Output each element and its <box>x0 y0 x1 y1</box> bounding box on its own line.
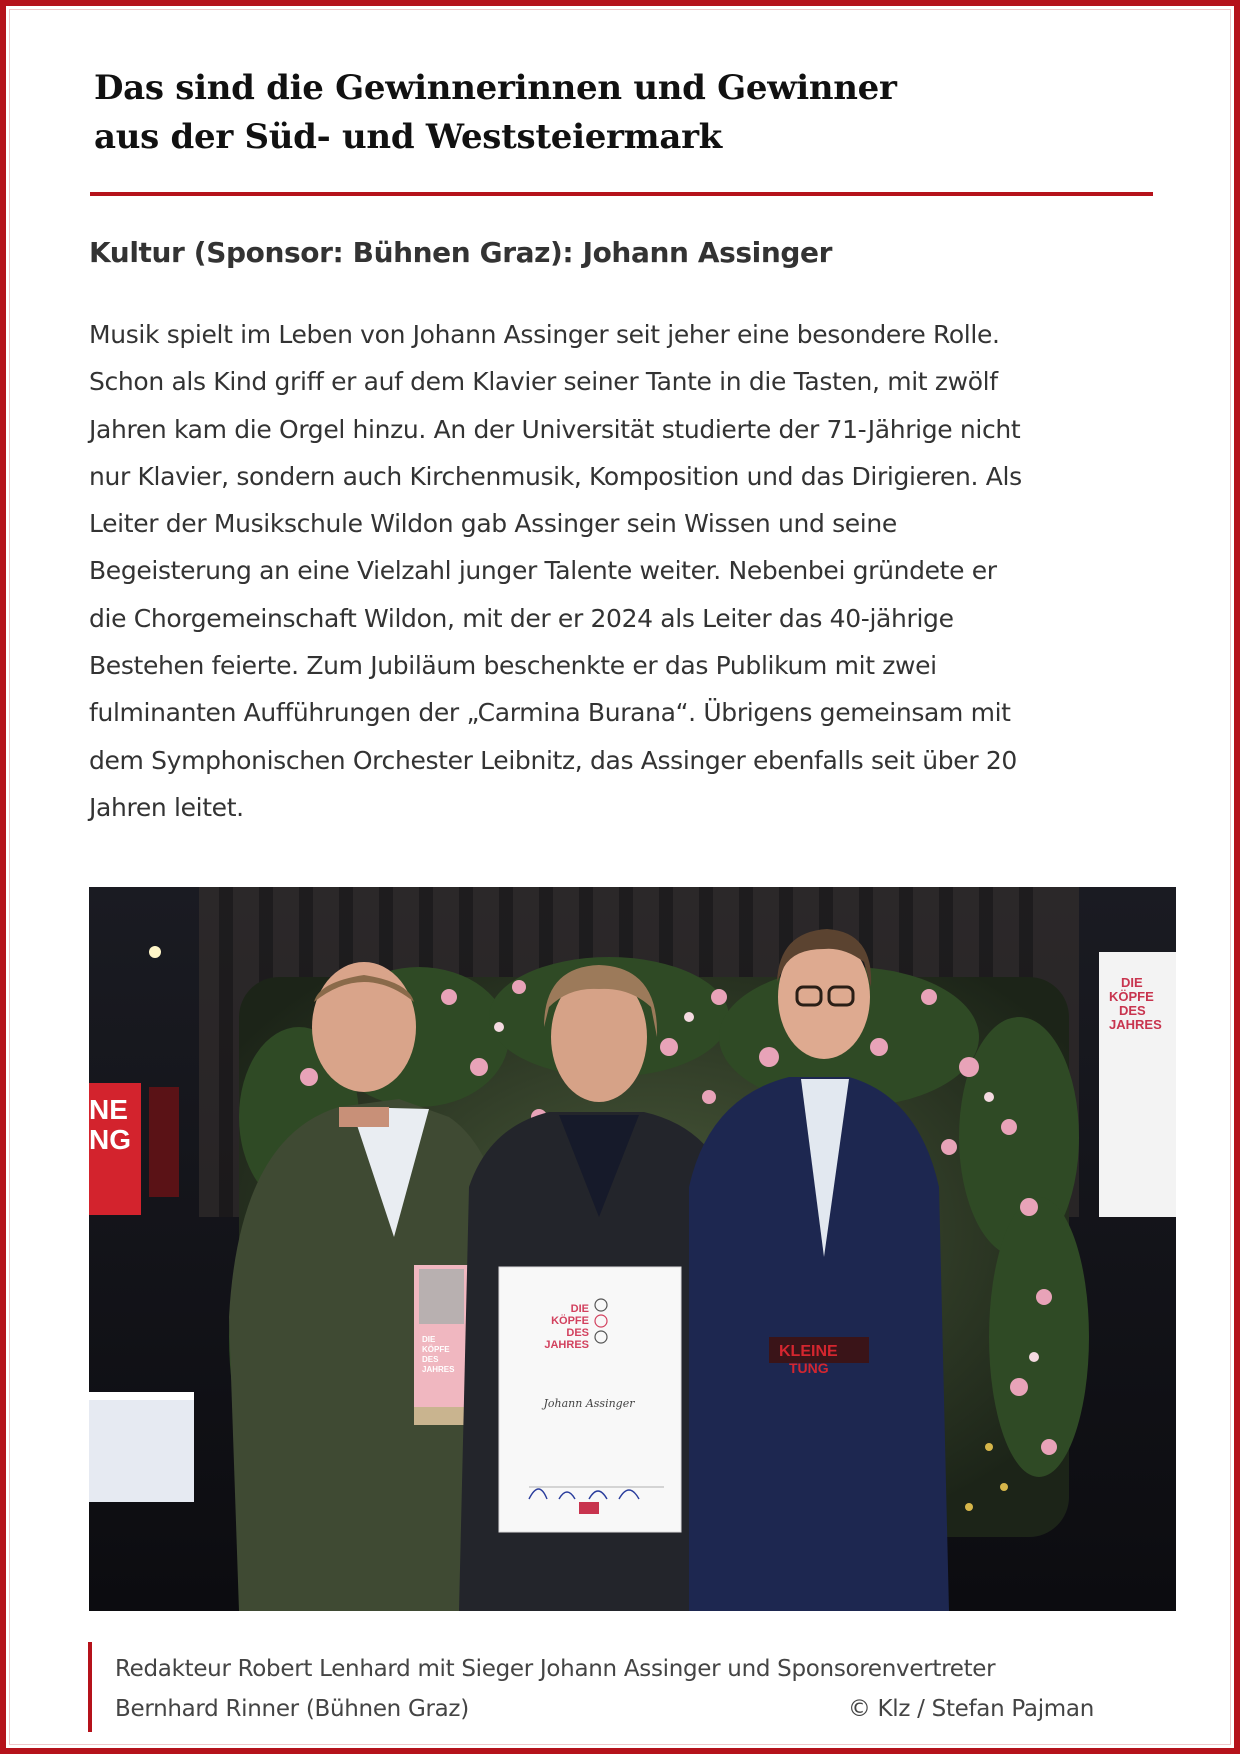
body-line: Leiter der Musikschule Wildon gab Assinger sein Wissen und seine <box>89 509 897 539</box>
body-line: Bestehen feierte. Zum Jubiläum beschenkte er das Publikum mit zwei <box>89 651 937 681</box>
gift-box-text: KLEINE <box>779 1343 838 1360</box>
ceiling-light <box>149 946 161 958</box>
white-table <box>89 1392 194 1502</box>
certificate-name: Johann Assinger <box>543 1397 635 1410</box>
left-sign-text: NG <box>89 1124 131 1155</box>
poster-text: KÖPFE <box>1109 989 1154 1004</box>
certificate-title: JAHRES <box>544 1339 589 1351</box>
certificate-title: DIE <box>570 1303 589 1315</box>
body-line: fulminanten Aufführungen der „Carmina Burana“. Übrigens gemeinsam mit <box>89 698 1011 728</box>
trophy-text: KÖPFE <box>422 1345 450 1354</box>
caption-line: Redakteur Robert Lenhard mit Sieger Johann Assinger und Sponsorenvertreter <box>115 1656 996 1682</box>
section-heading: Kultur (Sponsor: Bühnen Graz): Johann Assinger <box>89 236 833 269</box>
poster-text: DES <box>1119 1003 1146 1018</box>
body-line: dem Symphonischen Orchester Leibnitz, das Assinger ebenfalls seit über 20 <box>89 745 1017 775</box>
body-line: Musik spielt im Leben von Johann Assinger seit jeher eine besondere Rolle. <box>89 320 1000 349</box>
poster-text: JAHRES <box>1109 1017 1162 1032</box>
trophy-text: DIE <box>422 1335 436 1344</box>
gift-box-text: TUNG <box>789 1360 829 1376</box>
certificate-title: KÖPFE <box>551 1315 589 1327</box>
caption-line: Bernhard Rinner (Bühnen Graz) <box>115 1696 469 1722</box>
kleine-zeitung-sign <box>89 1083 179 1215</box>
certificate-title: DES <box>566 1327 589 1339</box>
certificate <box>499 1267 681 1532</box>
award-photo-illustration <box>89 887 1176 1611</box>
headline-line: aus der Süd- und Weststeiermark <box>94 117 722 157</box>
body-line: Jahren leitet. <box>89 792 244 822</box>
poster-text: DIE <box>1121 975 1143 990</box>
body-line: Begeisterung an eine Vielzahl junger Talente weiter. Nebenbei gründete er <box>89 556 997 586</box>
body-line: Schon als Kind griff er auf dem Klavier seiner Tante in die Tasten, mit zwölf <box>89 367 998 397</box>
body-line: Jahren kam die Orgel hinzu. An der Universität studierte der 71-Jährige nicht <box>89 414 1021 444</box>
article-body <box>89 311 1179 831</box>
award-photo <box>89 887 1176 1611</box>
trophy <box>414 1265 469 1425</box>
trophy-text: JAHRES <box>422 1365 455 1374</box>
body-line: die Chorgemeinschaft Wildon, mit der er 2024 als Leiter das 40-jährige <box>89 603 954 633</box>
photo-credit: © Klz / Stefan Pajman <box>847 1696 1094 1722</box>
headline-line: Das sind die Gewinnerinnen und Gewinner <box>94 68 897 108</box>
article-headline <box>94 64 1154 162</box>
left-sign-text: NE <box>89 1094 128 1125</box>
photo-caption <box>88 1642 1162 1732</box>
right-poster <box>1099 952 1176 1217</box>
trophy-text: DES <box>422 1355 439 1364</box>
headline-divider <box>90 192 1153 196</box>
body-line: nur Klavier, sondern auch Kirchenmusik, Komposition und das Dirigieren. Als <box>89 461 1022 491</box>
